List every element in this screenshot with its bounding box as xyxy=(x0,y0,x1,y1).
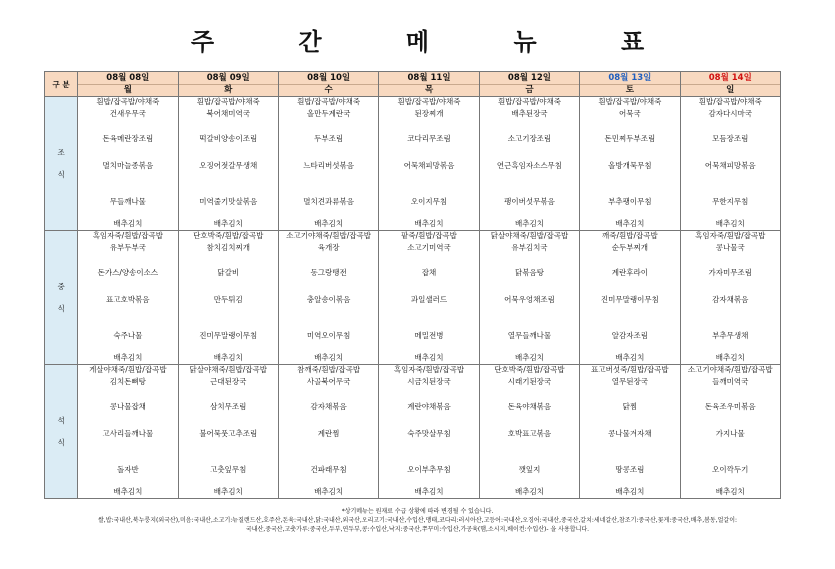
menu-cell xyxy=(580,231,680,365)
dish-item: 오이부추무침 xyxy=(407,465,451,474)
dish-item: 흰밥/잡곡밥/야채죽 xyxy=(497,97,561,106)
dish-item: 감자다시마국 xyxy=(708,109,753,118)
dish-item: 만두튀김 xyxy=(213,295,243,304)
meal-label-char: 식 xyxy=(57,169,65,179)
dish-item: 흑임자죽/흰밥/잡곡밥 xyxy=(92,231,163,240)
dish-item: 오이지무침 xyxy=(410,197,448,206)
dish-item: 계란찜 xyxy=(317,429,340,438)
menu-cell xyxy=(680,365,780,499)
dish-item: 건파래무침 xyxy=(310,465,347,474)
menu-cell xyxy=(278,97,378,231)
dish-item: 배추김치 xyxy=(414,353,444,362)
meal-label xyxy=(45,231,78,365)
dish-item: 배추김치 xyxy=(715,219,745,228)
dish-item: 고춧잎무침 xyxy=(210,465,247,474)
dish-item: 건새우무국 xyxy=(109,109,146,118)
dish-item: 배추된장국 xyxy=(511,109,548,118)
dish-item: 배추김치 xyxy=(615,487,645,496)
menu-cell xyxy=(278,365,378,499)
dish-item: 순두부찌개 xyxy=(611,243,648,252)
dish-item: 배추김치 xyxy=(113,353,143,362)
dish-item: 배추김치 xyxy=(213,353,243,362)
dish-item: 가자미무조림 xyxy=(708,268,753,277)
dish-item: 잡채 xyxy=(421,268,437,277)
menu-cell xyxy=(580,97,680,231)
menu-cell xyxy=(178,97,278,231)
dish-item: 땅콩조림 xyxy=(615,465,645,474)
dish-item: 유부김치국 xyxy=(511,243,548,252)
dish-item: 부추무생채 xyxy=(712,331,749,340)
dish-item: 동그랑땡전 xyxy=(310,268,347,277)
meal-label-char: 식 xyxy=(57,303,65,313)
page-title: 주 간 메 뉴 표 xyxy=(190,28,683,56)
day-of-week: 화 xyxy=(179,84,278,96)
dish-item: 진미무말랭이무침 xyxy=(199,331,258,340)
day-date: 08월 12일 xyxy=(507,73,551,83)
menu-cell xyxy=(479,231,579,365)
dish-item: 팥죽/흰밥/잡곡밥 xyxy=(401,231,457,240)
dish-item: 시래기된장국 xyxy=(507,377,552,386)
dish-item: 팽이버섯무볶음 xyxy=(504,197,555,206)
dish-item: 닭갈비 xyxy=(217,268,240,277)
dish-item: 돈가스/양송이소스 xyxy=(97,268,159,277)
dish-item: 어묵국 xyxy=(618,109,641,118)
dish-item: 닭살야채죽/흰밥/잡곡밥 xyxy=(490,231,569,240)
dish-item: 북어채미역국 xyxy=(206,109,250,118)
dish-item: 배추김치 xyxy=(514,487,544,496)
dish-item: 숙주맛살무침 xyxy=(407,429,451,438)
dish-item: 콩나물국 xyxy=(715,243,745,252)
dish-item: 배추김치 xyxy=(414,219,444,228)
day-date: 08월 08일 xyxy=(106,73,150,83)
dish-item: 멸치견과류볶음 xyxy=(303,197,354,206)
day-header xyxy=(278,72,378,97)
dish-item: 깻잎지 xyxy=(518,465,541,474)
meal-row xyxy=(45,97,781,231)
header-row xyxy=(45,72,781,97)
menu-cell xyxy=(379,365,479,499)
dish-item: 사골북어무국 xyxy=(306,377,351,386)
dish-item: 진미무말랭이무침 xyxy=(600,295,659,304)
dish-item: 콩나물잡채 xyxy=(109,402,146,411)
day-header xyxy=(379,72,479,97)
day-date: 08월 13일 xyxy=(608,73,652,83)
menu-cell xyxy=(479,365,579,499)
day-date: 08월 11일 xyxy=(407,73,451,83)
dish-item: 충알숑이볶음 xyxy=(306,295,351,304)
day-of-week: 목 xyxy=(379,84,478,96)
dish-item: 고사리들깨나물 xyxy=(102,429,154,438)
dish-item: 돌자반 xyxy=(116,465,139,474)
footnote xyxy=(0,507,835,534)
day-of-week: 수 xyxy=(279,84,378,96)
dish-item: 알감자조림 xyxy=(611,331,648,340)
day-header xyxy=(479,72,579,97)
dish-item: 유부두부국 xyxy=(109,243,146,252)
dish-item: 숙주나물 xyxy=(113,331,143,340)
dish-item: 배추김치 xyxy=(615,219,645,228)
dish-item: 미역줄기맛살볶음 xyxy=(199,197,258,206)
dish-item: 소고기미역국 xyxy=(407,243,451,252)
dish-item: 열무된장국 xyxy=(611,377,648,386)
dish-item: 과일샐러드 xyxy=(410,295,448,304)
dish-item: 배추김치 xyxy=(113,219,143,228)
footnote-line: 쌀,밥:국내산,북누룽지(외국산),미음:국내산,소고기:뉴질랜드산,호주산,돈육:국내산,닭:국내산,외국산,오리고기:국내산,수입산,맹태,코다리:러시아산,고등어:국내산,오징어:국내산,중국산,갈치:세네갈산,참조기:중국산,꽃게:중국산,배추,봄동,얼갈이: xyxy=(97,517,738,524)
dish-item: 깨죽/흰밥/잡곡밥 xyxy=(601,231,658,240)
dish-item: 오징어젓갈무생채 xyxy=(199,161,258,170)
dish-item: 코다리무조림 xyxy=(407,134,451,143)
dish-item: 단호박죽/흰밥/잡곡밥 xyxy=(494,365,565,374)
dish-item: 멸치마늘종볶음 xyxy=(102,161,154,170)
dish-item: 돈육메란장조림 xyxy=(102,134,154,143)
dish-item: 모듬장조림 xyxy=(712,134,749,143)
menu-cell xyxy=(178,231,278,365)
dish-item: 오이깍두기 xyxy=(712,465,749,474)
dish-item: 돈육조우미볶음 xyxy=(704,402,756,411)
dish-item: 배추김치 xyxy=(314,487,344,496)
dish-item: 무들깨나물 xyxy=(109,197,146,206)
dish-item: 어묵우엉채조림 xyxy=(504,295,555,304)
dish-item: 배추김치 xyxy=(213,219,243,228)
dish-item: 표고버섯죽/흰밥/잡곡밥 xyxy=(591,365,669,374)
menu-cell xyxy=(78,365,178,499)
dish-item: 열무들깨나물 xyxy=(507,331,552,340)
day-of-week: 토 xyxy=(580,84,679,96)
dish-item: 배추김치 xyxy=(715,353,745,362)
menu-cell xyxy=(479,97,579,231)
dish-item: 배추김치 xyxy=(314,219,344,228)
day-date: 08월 10일 xyxy=(307,73,351,83)
dish-item: 소고기야채죽/흰밥/잡곡밥 xyxy=(286,231,372,240)
dish-item: 부추팽이무침 xyxy=(608,197,652,206)
day-header xyxy=(580,72,680,97)
dish-item: 참치김치찌개 xyxy=(206,243,250,252)
dish-item: 두부조림 xyxy=(314,134,344,143)
dish-item: 연근흑임자소스무침 xyxy=(496,161,563,170)
day-date: 08월 14일 xyxy=(708,73,752,83)
dish-item: 올만두계란국 xyxy=(306,109,351,118)
dish-item: 흰밥/잡곡밥/야채죽 xyxy=(397,97,461,106)
menu-cell xyxy=(78,231,178,365)
meal-row xyxy=(45,231,781,365)
dish-item: 배추김치 xyxy=(715,487,745,496)
dish-item: 불어묵풋고추조림 xyxy=(199,429,258,438)
day-header xyxy=(680,72,780,97)
dish-item: 어묵채피망볶음 xyxy=(403,161,455,170)
dish-item: 참깨죽/흰밥/잡곡밥 xyxy=(297,365,361,374)
weekly-menu-table xyxy=(44,71,781,499)
menu-cell xyxy=(680,231,780,365)
dish-item: 배추김치 xyxy=(514,219,544,228)
dish-item: 감자채볶음 xyxy=(712,295,749,304)
dish-item: 표고호박볶음 xyxy=(106,295,150,304)
dish-item: 소고기장조림 xyxy=(507,134,552,143)
dish-item: 근대된장국 xyxy=(210,377,247,386)
dish-item: 삼치무조림 xyxy=(210,402,247,411)
menu-cell xyxy=(278,231,378,365)
meal-label-char: 조 xyxy=(57,147,65,157)
meal-label-char: 석 xyxy=(57,415,65,425)
dish-item: 흰밥/잡곡밥/야채죽 xyxy=(297,97,361,106)
dish-item: 어묵채피망볶음 xyxy=(704,161,756,170)
dish-item: 들깨미역국 xyxy=(712,377,749,386)
dish-item: 느타리버섯볶음 xyxy=(303,161,354,170)
dish-item: 배추김치 xyxy=(314,353,344,362)
dish-item: 감자채볶음 xyxy=(310,402,347,411)
dish-item: 단호박죽/흰밥/잡곡밥 xyxy=(193,231,264,240)
day-of-week: 금 xyxy=(480,84,579,96)
menu-cell xyxy=(580,365,680,499)
dish-item: 흰밥/잡곡밥/야채죽 xyxy=(598,97,662,106)
menu-cell xyxy=(78,97,178,231)
dish-item: 돈민찌두부조림 xyxy=(604,134,656,143)
dish-item: 배추김치 xyxy=(113,487,143,496)
dish-item: 흑임자죽/흰밥/잡곡밥 xyxy=(695,231,766,240)
dish-item: 메밀전병 xyxy=(414,331,444,340)
dish-item: 떡갈비양송이조림 xyxy=(199,134,258,143)
dish-item: 배추김치 xyxy=(615,353,645,362)
meal-label xyxy=(45,97,78,231)
dish-item: 된장찌개 xyxy=(414,109,444,118)
dish-item: 배추김치 xyxy=(414,487,444,496)
day-of-week: 월 xyxy=(78,84,177,96)
day-date: 08월 09일 xyxy=(206,73,250,83)
dish-item: 배추김치 xyxy=(213,487,243,496)
dish-item: 올방개묵무침 xyxy=(608,161,652,170)
dish-item: 닭볶음탕 xyxy=(514,268,544,277)
footnote-line: *상기메뉴는 원재료 수급 상황에 따라 변경될 수 있습니다. xyxy=(341,508,494,515)
dish-item: 닭살야채죽/흰밥/잡곡밥 xyxy=(189,365,267,374)
dish-item: 미역오이무침 xyxy=(306,331,351,340)
day-header xyxy=(178,72,278,97)
category-header: 구 분 xyxy=(45,72,78,97)
dish-item: 게살야채죽/흰밥/잡곡밥 xyxy=(89,365,167,374)
dish-item: 계란야채볶음 xyxy=(407,402,451,411)
dish-item: 돈육야채볶음 xyxy=(507,402,552,411)
dish-item: 흑임자죽/흰밥/잡곡밥 xyxy=(393,365,465,374)
dish-item: 소고기야채죽/흰밥/잡곡밥 xyxy=(687,365,773,374)
footnote-line: 국내산,중국산,고춧가루:중국산,두부,연두부,콩:수입산,낙지:중국산,쭈꾸미:수입산,가공육(햄,소시지,베이컨:수입산)- 을 사용합니다. xyxy=(245,526,590,533)
dish-item: 가지나물 xyxy=(715,429,745,438)
dish-item: 계란후라이 xyxy=(611,268,648,277)
menu-cell xyxy=(379,97,479,231)
meal-label-char: 식 xyxy=(57,437,65,447)
dish-item: 배추김치 xyxy=(514,353,544,362)
day-of-week: 일 xyxy=(681,84,780,96)
dish-item: 닭찜 xyxy=(622,402,638,411)
dish-item: 콩나물겨자채 xyxy=(608,429,652,438)
meal-row xyxy=(45,365,781,499)
dish-item: 흰밥/잡곡밥/야채죽 xyxy=(196,97,260,106)
dish-item: 호박표고볶음 xyxy=(507,429,552,438)
dish-item: 육개장 xyxy=(317,243,340,252)
menu-cell xyxy=(379,231,479,365)
dish-item: 김치돈뼈탕 xyxy=(109,377,146,386)
menu-cell xyxy=(178,365,278,499)
dish-item: 시금치된장국 xyxy=(407,377,451,386)
day-header xyxy=(78,72,178,97)
meal-label-char: 중 xyxy=(57,281,65,291)
menu-cell xyxy=(680,97,780,231)
meal-label xyxy=(45,365,78,499)
dish-item: 무한지무침 xyxy=(712,197,749,206)
dish-item: 흰밥/잡곡밥/야채죽 xyxy=(96,97,160,106)
dish-item: 흰밥/잡곡밥/야채죽 xyxy=(698,97,762,106)
